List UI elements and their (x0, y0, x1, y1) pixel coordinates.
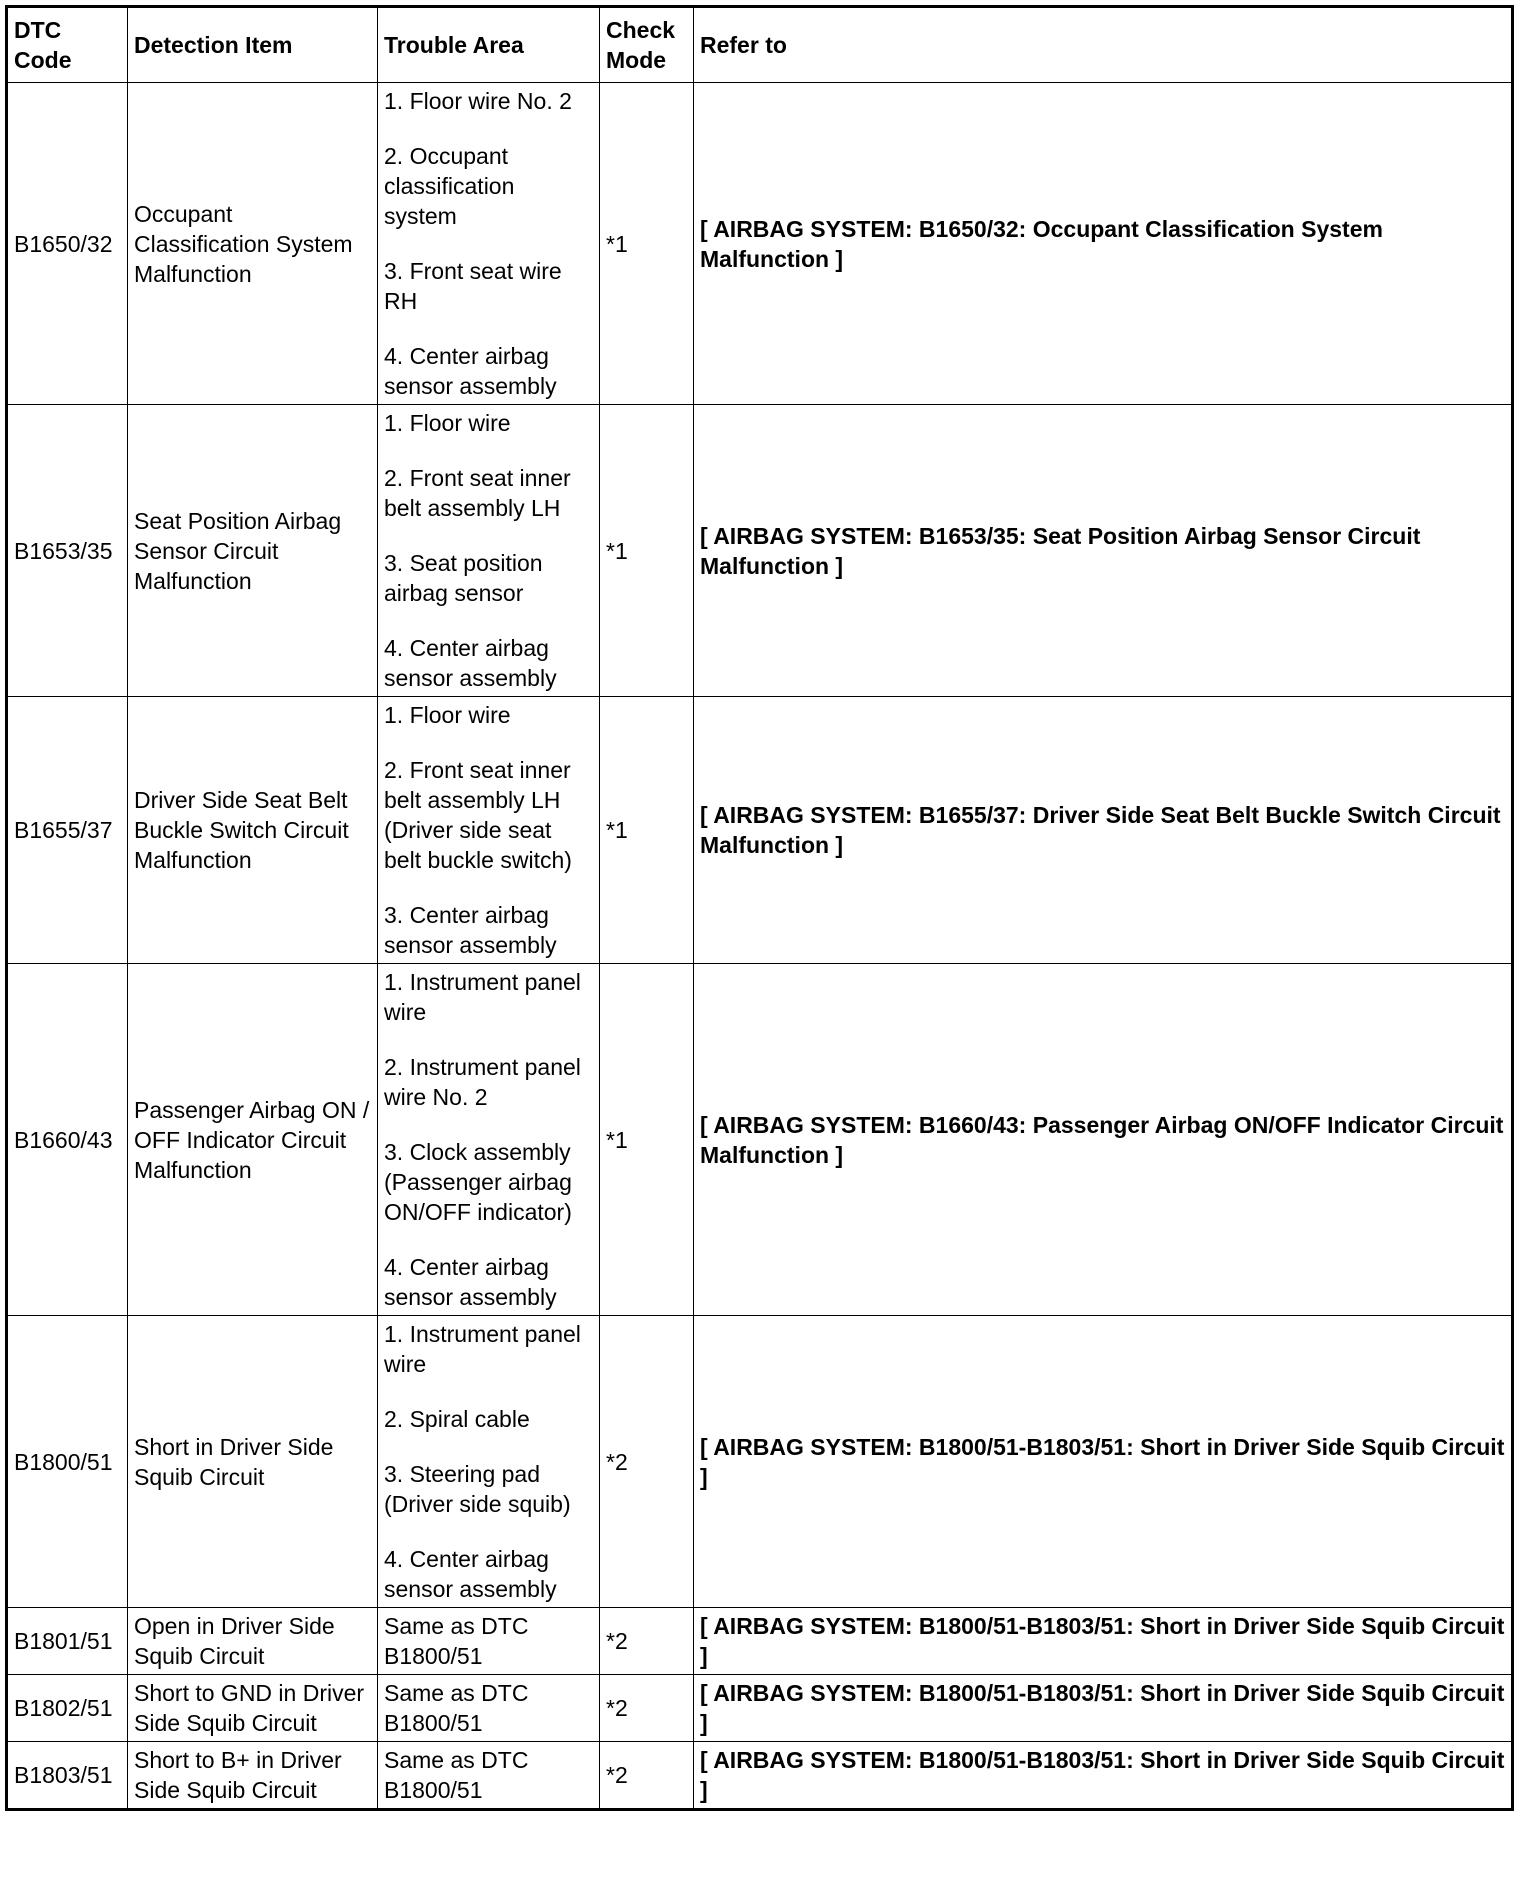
table-row (7, 83, 1513, 405)
header-check-mode: Check Mode (600, 7, 694, 83)
dtc-code-cell: B1650/32 (7, 83, 128, 405)
trouble-area-item: 3. Seat position airbag sensor (384, 550, 543, 606)
trouble-area-cell (378, 1316, 600, 1608)
header-refer-to: Refer to (694, 7, 1513, 83)
dtc-code-cell: B1660/43 (7, 964, 128, 1316)
trouble-area-item: 4. Center airbag sensor assembly (384, 1546, 557, 1602)
trouble-area-item: 2. Front seat inner belt assembly LH (Driver side seat belt buckle switch) (384, 757, 572, 873)
dtc-code-cell: B1653/35 (7, 405, 128, 697)
dtc-code-cell: B1802/51 (7, 1675, 128, 1742)
trouble-area-item: Same as DTC B1800/51 (384, 1613, 529, 1669)
trouble-area-item: 2. Front seat inner belt assembly LH (384, 465, 571, 521)
check-mode-cell: *1 (600, 964, 694, 1316)
dtc-table (5, 5, 1514, 1811)
check-mode-cell: *1 (600, 697, 694, 964)
detection-item-cell: Open in Driver Side Squib Circuit (128, 1608, 378, 1675)
table-row (7, 1316, 1513, 1608)
refer-to-link[interactable]: [ AIRBAG SYSTEM: B1800/51-B1803/51: Short in Driver Side Squib Circuit ] (694, 1608, 1513, 1675)
trouble-area-item: 1. Instrument panel wire (384, 1321, 581, 1377)
check-mode-cell: *1 (600, 83, 694, 405)
detection-item-cell: Short to GND in Driver Side Squib Circuit (128, 1675, 378, 1742)
detection-item-cell: Occupant Classification System Malfunction (128, 83, 378, 405)
trouble-area-item: 1. Floor wire (384, 410, 511, 436)
trouble-area-item: 2. Spiral cable (384, 1406, 530, 1432)
trouble-area-cell (378, 964, 600, 1316)
table-row (7, 405, 1513, 697)
trouble-area-item: 2. Instrument panel wire No. 2 (384, 1054, 581, 1110)
check-mode-cell: *1 (600, 405, 694, 697)
refer-to-link[interactable]: [ AIRBAG SYSTEM: B1800/51-B1803/51: Short in Driver Side Squib Circuit ] (694, 1675, 1513, 1742)
dtc-code-cell: B1655/37 (7, 697, 128, 964)
trouble-area-item: 1. Floor wire No. 2 (384, 88, 572, 114)
check-mode-cell: *2 (600, 1675, 694, 1742)
header-dtc-code: DTC Code (7, 7, 128, 83)
refer-to-link[interactable]: [ AIRBAG SYSTEM: B1655/37: Driver Side Seat Belt Buckle Switch Circuit Malfunction ] (694, 697, 1513, 964)
trouble-area-cell (378, 83, 600, 405)
table-header-row (7, 7, 1513, 83)
trouble-area-item: 4. Center airbag sensor assembly (384, 343, 557, 399)
trouble-area-item: 1. Floor wire (384, 702, 511, 728)
detection-item-cell: Passenger Airbag ON / OFF Indicator Circuit Malfunction (128, 964, 378, 1316)
trouble-area-cell (378, 1608, 600, 1675)
table-body (7, 83, 1513, 1810)
trouble-area-cell (378, 697, 600, 964)
refer-to-link[interactable]: [ AIRBAG SYSTEM: B1650/32: Occupant Classification System Malfunction ] (694, 83, 1513, 405)
refer-to-link[interactable]: [ AIRBAG SYSTEM: B1800/51-B1803/51: Short in Driver Side Squib Circuit ] (694, 1316, 1513, 1608)
dtc-code-cell: B1800/51 (7, 1316, 128, 1608)
trouble-area-item: 1. Instrument panel wire (384, 969, 581, 1025)
check-mode-cell: *2 (600, 1316, 694, 1608)
detection-item-cell: Seat Position Airbag Sensor Circuit Malfunction (128, 405, 378, 697)
table-row (7, 1675, 1513, 1742)
table-row (7, 697, 1513, 964)
check-mode-cell: *2 (600, 1742, 694, 1810)
table-row (7, 1608, 1513, 1675)
trouble-area-item: 3. Center airbag sensor assembly (384, 902, 557, 958)
detection-item-cell: Short in Driver Side Squib Circuit (128, 1316, 378, 1608)
trouble-area-cell (378, 1742, 600, 1810)
detection-item-cell: Driver Side Seat Belt Buckle Switch Circuit Malfunction (128, 697, 378, 964)
dtc-code-cell: B1803/51 (7, 1742, 128, 1810)
trouble-area-item: 3. Front seat wire RH (384, 258, 562, 314)
trouble-area-item: Same as DTC B1800/51 (384, 1747, 529, 1803)
trouble-area-item: 4. Center airbag sensor assembly (384, 1254, 557, 1310)
trouble-area-cell (378, 1675, 600, 1742)
detection-item-cell: Short to B+ in Driver Side Squib Circuit (128, 1742, 378, 1810)
refer-to-link[interactable]: [ AIRBAG SYSTEM: B1660/43: Passenger Airbag ON/OFF Indicator Circuit Malfunction ] (694, 964, 1513, 1316)
trouble-area-item: 3. Steering pad (Driver side squib) (384, 1461, 571, 1517)
trouble-area-item: 3. Clock assembly (Passenger airbag ON/OFF indicator) (384, 1139, 572, 1225)
trouble-area-item: Same as DTC B1800/51 (384, 1680, 529, 1736)
header-detection-item: Detection Item (128, 7, 378, 83)
refer-to-link[interactable]: [ AIRBAG SYSTEM: B1800/51-B1803/51: Short in Driver Side Squib Circuit ] (694, 1742, 1513, 1810)
table-row (7, 964, 1513, 1316)
refer-to-link[interactable]: [ AIRBAG SYSTEM: B1653/35: Seat Position Airbag Sensor Circuit Malfunction ] (694, 405, 1513, 697)
trouble-area-cell (378, 405, 600, 697)
header-trouble-area: Trouble Area (378, 7, 600, 83)
table-row (7, 1742, 1513, 1810)
check-mode-cell: *2 (600, 1608, 694, 1675)
trouble-area-item: 2. Occupant classification system (384, 143, 515, 229)
dtc-code-cell: B1801/51 (7, 1608, 128, 1675)
trouble-area-item: 4. Center airbag sensor assembly (384, 635, 557, 691)
